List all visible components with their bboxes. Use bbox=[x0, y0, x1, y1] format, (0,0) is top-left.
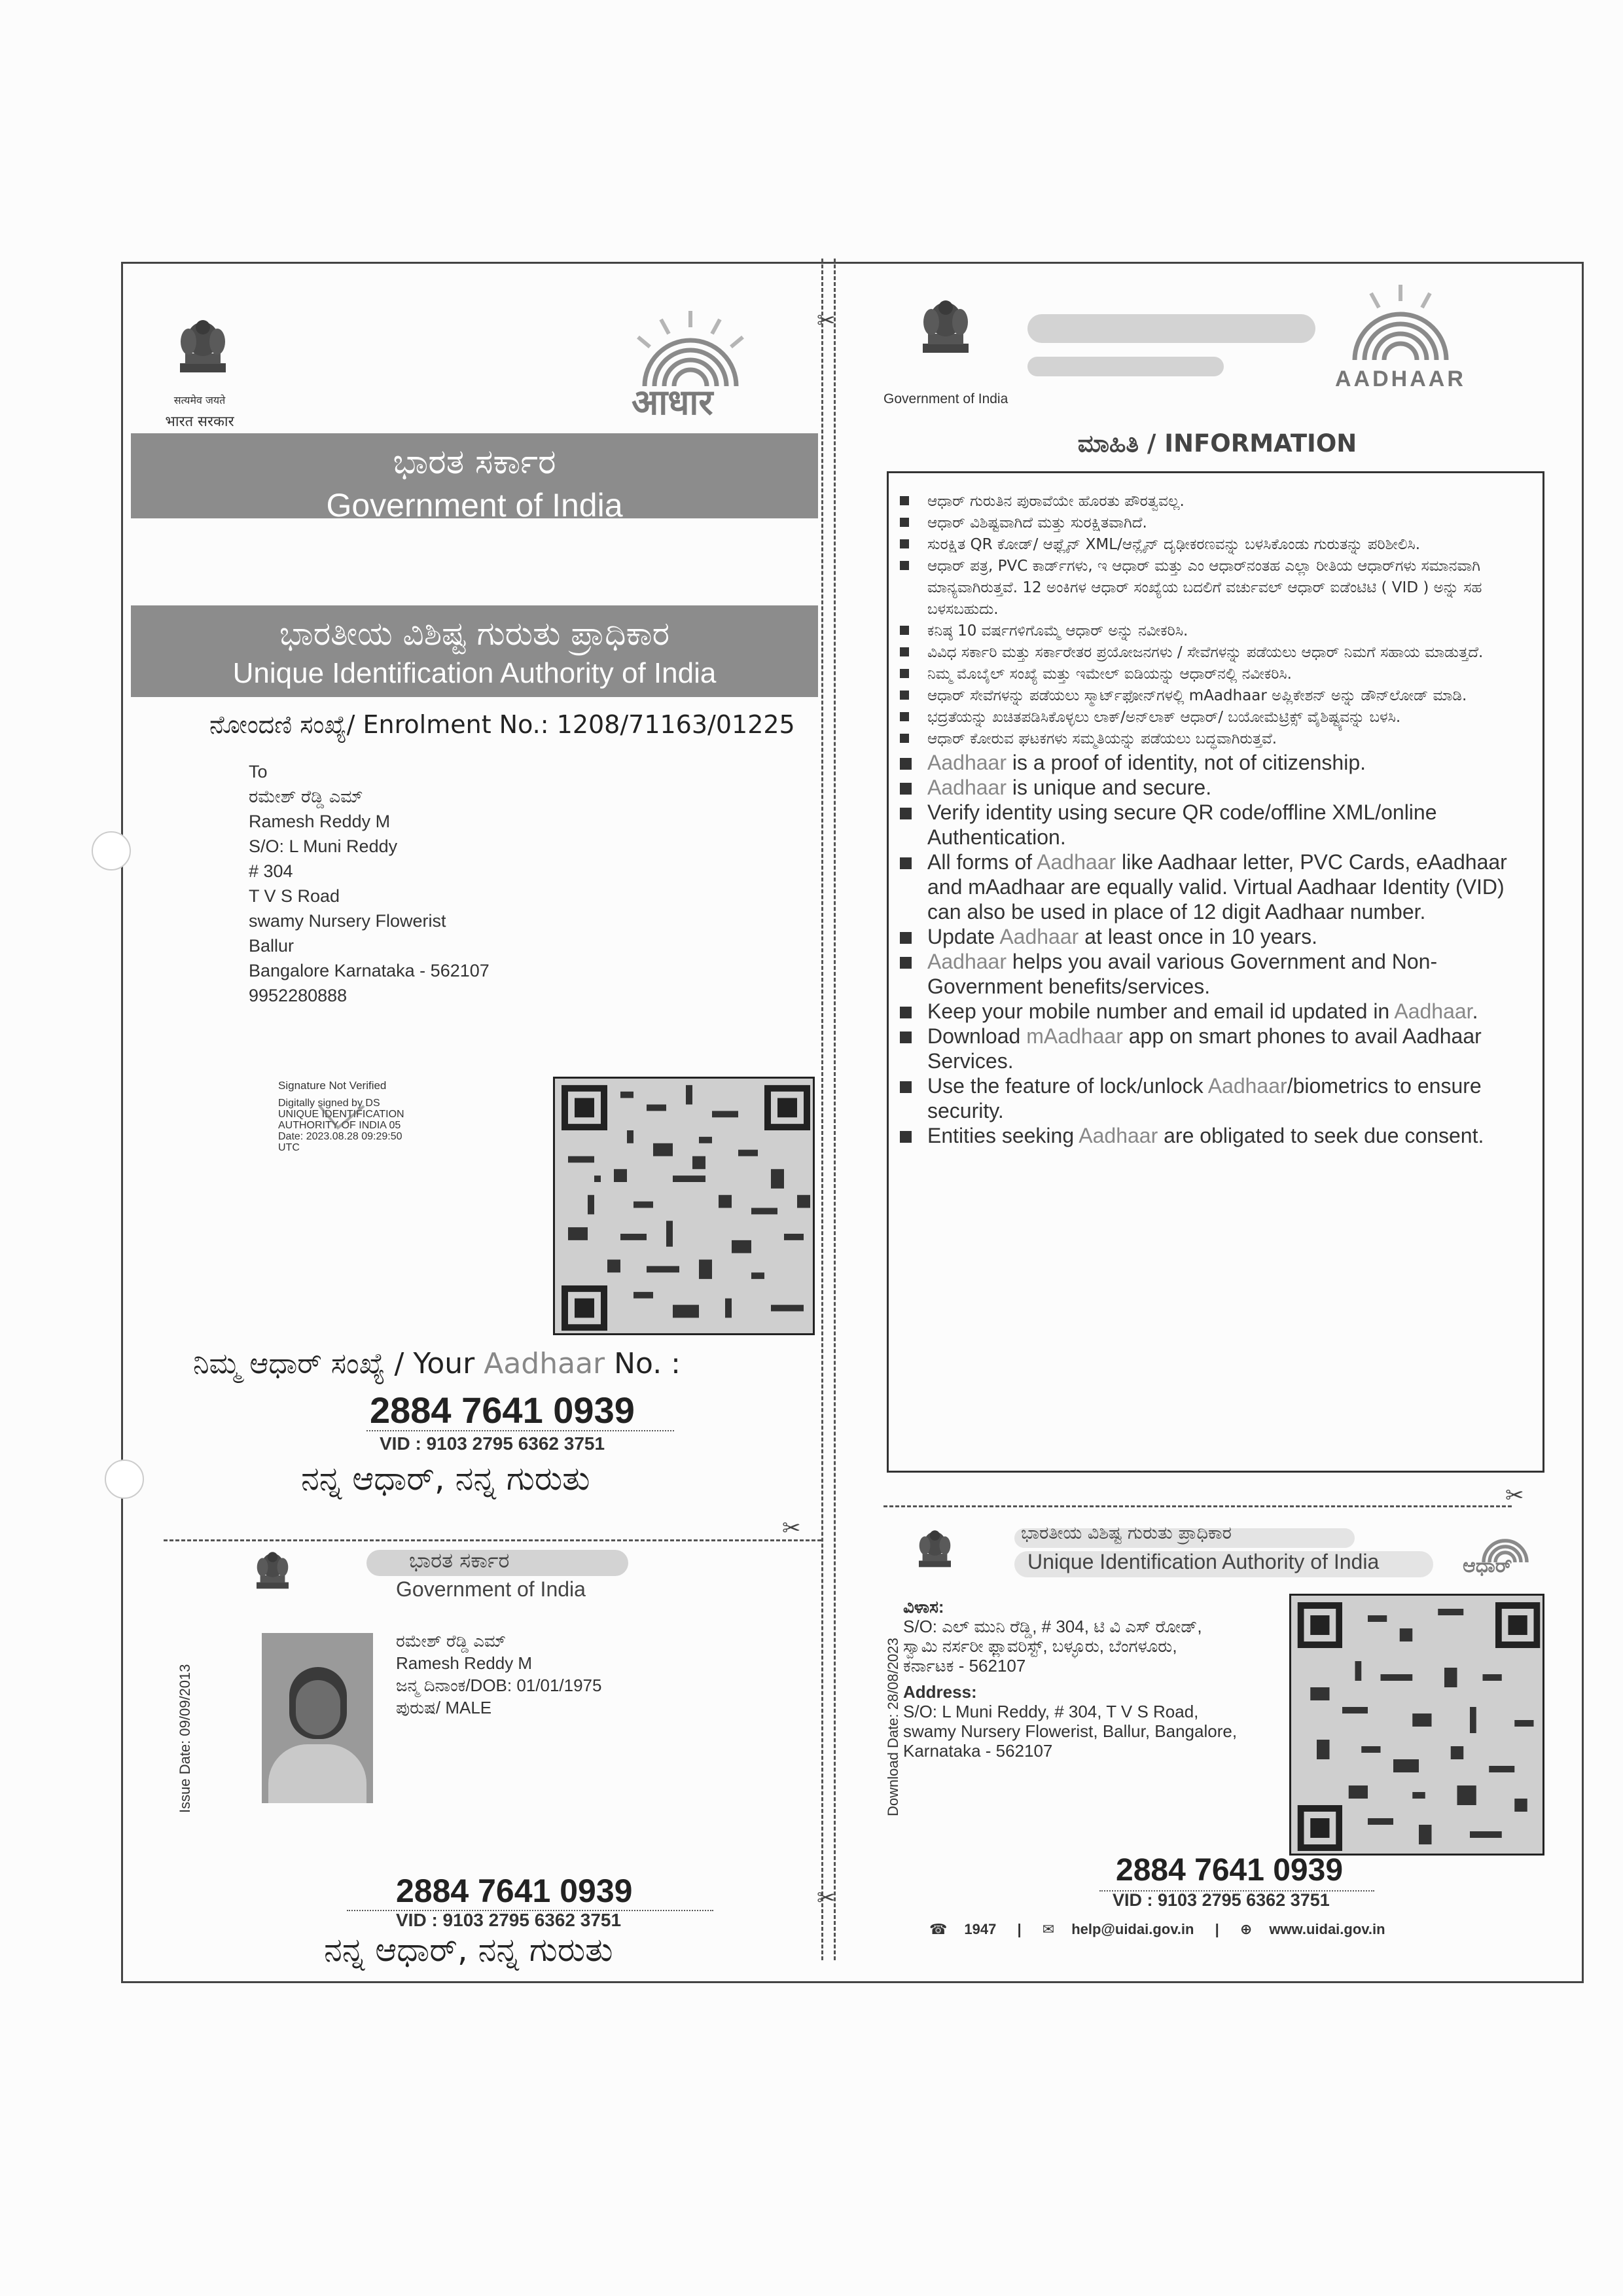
card-government-kannada: ಭಾರತ ಸರ್ಕಾರ bbox=[409, 1548, 510, 1573]
signature-line: UNIQUE IDENTIFICATION bbox=[278, 1109, 404, 1120]
info-highlight: Aadhaar bbox=[1207, 1074, 1287, 1098]
info-text: is unique and secure. bbox=[1006, 776, 1212, 799]
info-highlight: Aadhaar bbox=[1079, 1124, 1158, 1147]
uidai-kannada: ಭಾರತೀಯ ವಿಶಿಷ್ಟ ಗುರುತು ಪ್ರಾಧಿಕಾರ bbox=[279, 615, 670, 653]
qr-pattern bbox=[1291, 1596, 1544, 1856]
info-item-english bbox=[900, 924, 1508, 949]
info-text: Download bbox=[927, 1024, 1027, 1048]
address-line-kannada: ಕರ್ನಾಟಕ - 562107 bbox=[903, 1656, 1026, 1676]
address-line-english: swamy Nursery Flowerist, Ballur, Bangalore, bbox=[903, 1721, 1238, 1741]
info-text: app on smart phones to avail Aadhaar Services. bbox=[927, 1024, 1482, 1073]
info-item-english bbox=[900, 775, 1508, 800]
download-date: Download Date: 28/08/2023 bbox=[885, 1638, 901, 1816]
emblem-caption: भारत सरकार bbox=[165, 414, 234, 430]
issue-date: Issue Date: 09/09/2013 bbox=[177, 1664, 193, 1813]
card-uidai-english: Unique Identification Authority of India bbox=[1027, 1550, 1380, 1573]
holder-dob: ಜನ್ಮ ದಿನಾಂಕ/DOB: 01/01/1975 bbox=[396, 1676, 602, 1695]
helpline-number: 1947 bbox=[964, 1921, 997, 1937]
ashoka-emblem-icon bbox=[247, 1543, 298, 1612]
signature-line: Date: 2023.08.28 09:29:50 bbox=[278, 1131, 402, 1142]
horizontal-cut-line bbox=[883, 1505, 1512, 1507]
mail-icon: ✉ bbox=[1042, 1921, 1055, 1937]
contact-footer bbox=[929, 1921, 1402, 1938]
info-item-english bbox=[900, 850, 1508, 924]
info-highlight: Aadhaar bbox=[1394, 999, 1472, 1023]
info-text: . bbox=[1472, 999, 1478, 1023]
holder-photo bbox=[262, 1633, 373, 1803]
info-item-kannada: ಆಧಾರ್ ವಿಶಿಷ್ಟವಾಗಿದೆ ಮತ್ತು ಸುರಕ್ಷಿತವಾಗಿದೆ. bbox=[900, 512, 1508, 534]
website: www.uidai.gov.in bbox=[1269, 1921, 1385, 1937]
signature-line: UTC bbox=[278, 1142, 300, 1153]
card-vid-number: VID : 9103 2795 6362 3751 bbox=[1113, 1890, 1330, 1910]
your-no-tail: No. : bbox=[605, 1347, 681, 1380]
address-line: To bbox=[249, 762, 268, 781]
aadhaar-number: 2884 7641 0939 bbox=[370, 1390, 635, 1431]
divider: | bbox=[1017, 1921, 1022, 1937]
card-tagline: ನನ್ನ ಆಧಾರ್, ನನ್ನ ಗುರುತು bbox=[324, 1931, 613, 1969]
aadhaar-logo-text: आधार bbox=[632, 382, 713, 423]
holder-name: Ramesh Reddy M bbox=[396, 1653, 533, 1673]
aadhaar-logo-text: AADHAAR bbox=[1335, 367, 1466, 391]
ashoka-emblem-icon bbox=[910, 288, 982, 386]
address-line-english: Karnataka - 562107 bbox=[903, 1741, 1053, 1761]
address-line: swamy Nursery Flowerist bbox=[249, 911, 446, 931]
info-highlight: Aadhaar bbox=[999, 925, 1079, 948]
info-item-english bbox=[900, 750, 1508, 775]
info-text: Use the feature of lock/unlock bbox=[927, 1074, 1208, 1098]
dotted-rule bbox=[366, 1430, 674, 1431]
info-text: Update bbox=[927, 925, 1000, 948]
info-item-kannada: ಆಧಾರ್ ಕೋರುವ ಘಟಕಗಳು ಸಮ್ಮತಿಯನ್ನು ಪಡೆಯಲು ಬದ್ಧವಾಗಿರುತ್ತವೆ. bbox=[900, 728, 1508, 750]
smudged-header bbox=[1027, 314, 1315, 343]
info-item-english bbox=[900, 999, 1508, 1024]
info-text: Keep your mobile number and email id updated in bbox=[927, 999, 1395, 1023]
globe-icon: ⊕ bbox=[1240, 1921, 1253, 1937]
your-no-kannada: ನಿಮ್ಮ ಆಧಾರ್ ಸಂಖ್ಯೆ bbox=[193, 1347, 385, 1380]
holder-name-kannada: ರಮೇಶ್ ರೆಡ್ಡಿ ಎಮ್ bbox=[396, 1631, 507, 1651]
help-email: help@uidai.gov.in bbox=[1071, 1921, 1194, 1937]
info-item-kannada: ಆಧಾರ್ ಪತ್ರ, PVC ಕಾರ್ಡ್‌ಗಳು, ಇ ಆಧಾರ್ ಮತ್ತು ಎಂ ಆಧಾರ್‌ನಂತಹ ಎಲ್ಲಾ ರೀತಿಯ ಆಧಾರ್‌ಗಳು ಸಮಾನವಾಗಿ ಮಾನ್ಯವಾಗಿರುತ್ತವೆ. 12 ಅಂಕಿಗಳ ಆಧಾರ್ ಸಂಖ್ಯೆಯ ಬದಲಿಗೆ ವರ್ಚುವಲ್ ಆಧಾರ್ ಐಡೆಂಟಿಟಿ ( VID ) ಅನ್ನು ಸಹ ಬಳಸಬಹುದು. bbox=[900, 556, 1508, 620]
enrolment-number: ನೋಂದಣಿ ಸಂಖ್ಯೆ/ Enrolment No.: 1208/71163/01225 bbox=[209, 710, 795, 739]
scissor-icon: ✂ bbox=[817, 308, 836, 334]
address-line: Bangalore Karnataka - 562107 bbox=[249, 961, 490, 980]
address-line: 9952280888 bbox=[249, 986, 348, 1005]
address-line: T V S Road bbox=[249, 886, 340, 906]
address-line: # 304 bbox=[249, 861, 293, 881]
info-item-kannada: ಆಧಾರ್ ಸೇವೆಗಳನ್ನು ಪಡೆಯಲು ಸ್ಮಾರ್ಟ್‌ಫೋನ್‌ಗಳಲ್ಲಿ mAadhaar ಅಪ್ಲಿಕೇಶನ್ ಅನ್ನು ಡೌನ್‌ಲೋಡ್ ಮಾಡಿ. bbox=[900, 685, 1508, 707]
vid-number: VID : 9103 2795 6362 3751 bbox=[380, 1433, 605, 1454]
card-address bbox=[903, 1597, 1237, 1761]
info-item-kannada: ಕನಿಷ್ಠ 10 ವರ್ಷಗಳಿಗೊಮ್ಮೆ ಆಧಾರ್ ಅನ್ನು ನವೀಕರಿಸಿ. bbox=[900, 620, 1508, 642]
smudged-header bbox=[1027, 357, 1224, 376]
aadhaar-logo-text: ಆಧಾರ್ bbox=[1463, 1554, 1512, 1577]
card-qr-code-icon bbox=[1289, 1594, 1544, 1856]
info-highlight: mAadhaar bbox=[1026, 1024, 1123, 1048]
info-item-english bbox=[900, 1073, 1508, 1123]
info-highlight: Aadhaar bbox=[1037, 850, 1116, 874]
vertical-cut-line bbox=[821, 259, 836, 1960]
tagline: ನನ್ನ ಆಧಾರ್, ನನ್ನ ಗುರುತು bbox=[301, 1460, 590, 1498]
info-item-kannada: ಆಧಾರ್ ಗುರುತಿನ ಪುರಾವೆಯೇ ಹೊರತು ಪೌರತ್ವವಲ್ಲ. bbox=[900, 491, 1508, 512]
address-line: Ramesh Reddy M bbox=[249, 812, 391, 831]
info-item-english bbox=[900, 949, 1508, 999]
info-item-kannada: ಸುರಕ್ಷಿತ QR ಕೋಡ್/ ಆಫ್ಲೈನ್ XML/ಆನ್ಲೈನ್ ದೃಢೀಕರಣವನ್ನು ಬಳಸಿಕೊಂಡು ಗುರುತನ್ನು ಪರಿಶೀಲಿಸಿ. bbox=[900, 534, 1508, 556]
your-no-aadhaar: Aadhaar bbox=[484, 1347, 605, 1380]
qr-code-icon bbox=[553, 1077, 815, 1335]
your-no-separator: / Your bbox=[385, 1347, 484, 1380]
signature-line: Digitally signed by DS bbox=[278, 1098, 380, 1109]
uidai-banner bbox=[131, 605, 818, 697]
info-text: Entities seeking bbox=[927, 1124, 1079, 1147]
card-aadhaar-number: 2884 7641 0939 bbox=[396, 1873, 633, 1909]
digital-signature bbox=[278, 1080, 404, 1153]
uidai-english: Unique Identification Authority of India bbox=[232, 657, 717, 689]
info-item-english bbox=[900, 800, 1508, 850]
information-list bbox=[900, 491, 1508, 1148]
card-holder-details bbox=[396, 1630, 601, 1719]
address-label-kannada: ವಿಳಾಸ: bbox=[903, 1597, 944, 1617]
address-line: Ballur bbox=[249, 936, 294, 956]
photo-face bbox=[296, 1680, 340, 1735]
government-banner bbox=[131, 433, 818, 524]
government-english: Government of India bbox=[326, 487, 623, 524]
info-text: All forms of bbox=[927, 850, 1037, 874]
ashoka-emblem-icon bbox=[910, 1522, 960, 1590]
your-aadhaar-no-label bbox=[193, 1347, 681, 1380]
signature-status: Signature Not Verified bbox=[278, 1079, 387, 1092]
info-text: /biometrics to ensure security. bbox=[927, 1074, 1482, 1122]
address-line: S/O: L Muni Reddy bbox=[249, 836, 398, 856]
info-highlight: Aadhaar bbox=[927, 776, 1007, 799]
government-label: Government of India bbox=[883, 391, 1008, 406]
info-item-english bbox=[900, 1024, 1508, 1073]
photo-body bbox=[268, 1744, 366, 1803]
info-item-kannada: ಭದ್ರತೆಯನ್ನು ಖಚಿತಪಡಿಸಿಕೊಳ್ಳಲು ಲಾಕ್/ಅನ್‌ಲಾಕ್ ಆಧಾರ್/ ಬಯೋಮೆಟ್ರಿಕ್ಸ್ ವೈಶಿಷ್ಟ್ಯವನ್ನು ಬಳಸಿ. bbox=[900, 707, 1508, 728]
address-line-kannada: S/O: ಎಲ್ ಮುನಿ ರೆಡ್ಡಿ, # 304, ಟಿ ವಿ ಎಸ್ ರೋಡ್, bbox=[903, 1617, 1202, 1636]
card-government-english: Government of India bbox=[396, 1577, 586, 1601]
government-kannada: ಭಾರತ ಸರ್ಕಾರ bbox=[393, 442, 556, 482]
signature-line: AUTHORITY OF INDIA 05 bbox=[278, 1120, 401, 1131]
card-aadhaar-number: 2884 7641 0939 bbox=[1116, 1853, 1344, 1888]
info-text: helps you avail various Government and Non- Government benefits/services. bbox=[927, 950, 1438, 998]
punch-hole bbox=[105, 1460, 144, 1499]
divider: | bbox=[1215, 1921, 1219, 1937]
info-text: are obligated to seek due consent. bbox=[1158, 1124, 1484, 1147]
information-heading: ಮಾಹಿತಿ / INFORMATION bbox=[1077, 429, 1357, 457]
phone-icon: ☎ bbox=[929, 1921, 948, 1937]
holder-gender: ಪುರುಷ/ MALE bbox=[396, 1698, 492, 1717]
info-highlight: Aadhaar bbox=[927, 950, 1007, 973]
scissor-icon: ✂ bbox=[817, 1885, 836, 1911]
ashoka-emblem-icon bbox=[167, 308, 239, 406]
info-text: like Aadhaar letter, PVC Cards, eAadhaar and mAadhaar are equally valid. Virtual Aadhaar Identity (VID) can also be used in place of 12 digit Aadhaar number. bbox=[927, 850, 1507, 924]
recipient-address bbox=[249, 759, 490, 1008]
punch-hole bbox=[92, 831, 131, 870]
info-text: is a proof of identity, not of citizenship. bbox=[1006, 751, 1366, 774]
info-highlight: Aadhaar bbox=[927, 751, 1007, 774]
card-vid-number: VID : 9103 2795 6362 3751 bbox=[396, 1910, 622, 1930]
address-line: ರಮೇಶ್ ರೆಡ್ಡಿ ಎಮ್ bbox=[249, 787, 363, 806]
info-item-english bbox=[900, 1123, 1508, 1148]
info-text: Verify identity using secure QR code/offline XML/online Authentication. bbox=[927, 800, 1437, 849]
address-label-english: Address: bbox=[903, 1682, 977, 1702]
address-line-english: S/O: L Muni Reddy, # 304, T V S Road, bbox=[903, 1702, 1199, 1721]
emblem-motto: सत्यमेव जयते bbox=[173, 394, 226, 406]
card-uidai-kannada: ಭಾರತೀಯ ವಿಶಿಷ್ಟ ಗುರುತು ಪ್ರಾಧಿಕಾರ bbox=[1021, 1523, 1232, 1543]
qr-pattern bbox=[555, 1079, 815, 1335]
info-item-kannada: ನಿಮ್ಮ ಮೊಬೈಲ್ ಸಂಖ್ಯೆ ಮತ್ತು ಇಮೇಲ್ ಐಡಿಯನ್ನು ಆಧಾರ್‌ನಲ್ಲಿ ನವೀಕರಿಸಿ. bbox=[900, 664, 1508, 685]
info-item-kannada: ವಿವಿಧ ಸರ್ಕಾರಿ ಮತ್ತು ಸರ್ಕಾರೇತರ ಪ್ರಯೋಜನಗಳು / ಸೇವೆಗಳನ್ನು ಪಡೆಯಲು ಆಧಾರ್ ನಿಮಗೆ ಸಹಾಯ ಮಾಡುತ್ತದೆ. bbox=[900, 642, 1508, 664]
scissor-icon: ✂ bbox=[782, 1515, 801, 1541]
scissor-icon: ✂ bbox=[1505, 1482, 1524, 1509]
horizontal-cut-line bbox=[164, 1539, 821, 1541]
aadhaar-logo-icon bbox=[1319, 275, 1482, 373]
info-text: at least once in 10 years. bbox=[1079, 925, 1317, 948]
address-line-kannada: ಸ್ವಾಮಿ ನರ್ಸರೀ ಫ್ಲಾವರಿಸ್ಟ್, ಬಳ್ಳೂರು, ಬೆಂಗಳೂರು, bbox=[903, 1636, 1177, 1656]
